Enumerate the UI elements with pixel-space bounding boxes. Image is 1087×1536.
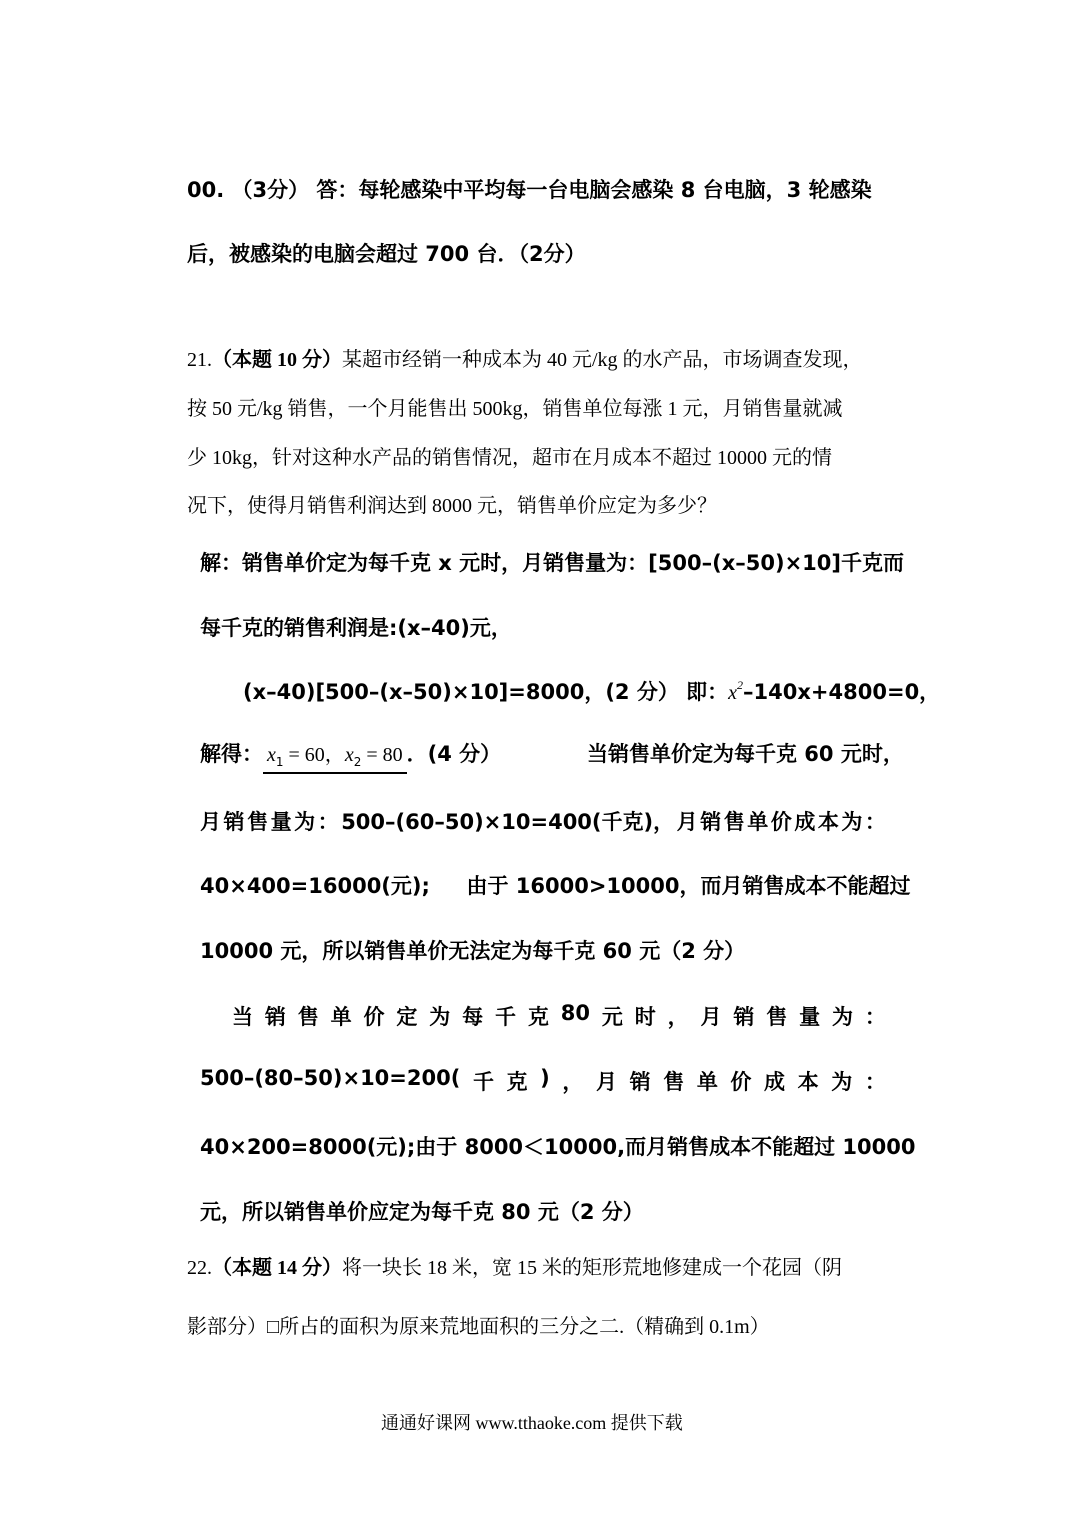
spaced-text-segment: 单 xyxy=(330,1005,352,1029)
spaced-text-segment: ： xyxy=(317,810,339,834)
q21-number: 21. xyxy=(187,349,212,371)
spaced-text-segment: 定 xyxy=(396,1005,418,1029)
solution-line-11: 元，所以销售单价应定为每千克 80 元（2 分） xyxy=(200,1200,644,1224)
spaced-text-segment: 单 xyxy=(696,1070,718,1094)
spaced-text-segment: 月 xyxy=(200,810,221,834)
spaced-text-segment: 千 xyxy=(472,1070,494,1094)
spaced-text-segment: 价 xyxy=(363,1005,385,1029)
spaced-text-segment: 为 xyxy=(841,810,863,834)
solution-line-4-right: 当销售单价定为每千克 60 元时， xyxy=(587,742,904,766)
spaced-text-segment: 月 xyxy=(700,1005,722,1029)
spaced-text-segment: 克 xyxy=(506,1070,528,1094)
spaced-text-segment: 克 xyxy=(527,1005,549,1029)
solution-line-8 xyxy=(232,1001,886,1031)
equation-exponent: 2 xyxy=(737,678,744,692)
spaced-text-segment: 元 xyxy=(601,1005,623,1029)
prev-answer-line-2: 后，被感染的电脑会超过 700 台．（2分） xyxy=(187,242,586,266)
spaced-text-segment: 销 xyxy=(733,1005,755,1029)
spaced-text-segment: ， xyxy=(562,1070,584,1094)
prev-answer-line-1: 00. （3分） 答：每轮感染中平均每一台电脑会感染 8 台电脑，3 轮感染 xyxy=(187,178,872,202)
spaced-text-segment: 每 xyxy=(462,1005,484,1029)
solve-prefix: 解得： xyxy=(200,742,263,766)
spaced-text-segment: 为 xyxy=(429,1005,451,1029)
solution-line-7: 10000 元，所以销售单价无法定为每千克 60 元（2 分） xyxy=(200,939,746,963)
solution-line-10: 40×200=8000(元);由于 8000＜10000,而月销售成本不能超过 10000 xyxy=(200,1135,916,1159)
spaced-text-segment: 千 xyxy=(495,1005,516,1029)
spaced-text-segment: ， xyxy=(667,1005,689,1029)
spaced-text-segment: ) xyxy=(540,1066,550,1090)
spaced-text-segment: 售 xyxy=(297,1005,319,1029)
spaced-text-segment: 销 xyxy=(264,1005,286,1029)
solution-line-9 xyxy=(200,1066,886,1096)
spaced-text-segment: 单 xyxy=(747,810,769,834)
spaced-text-segment: ： xyxy=(864,1070,886,1094)
q21-line-2: 按 50 元/kg 销售，一个月能售出 500kg，销售单位每涨 1 元，月销售量就减 xyxy=(187,398,843,420)
q21-score: （本题 10 分） xyxy=(212,349,342,371)
equation-variable: x xyxy=(728,682,738,704)
q22-text: 将一块长 18 米，宽 15 米的矩形荒地修建成一个花园（阴 xyxy=(342,1257,842,1279)
solution-line-4 xyxy=(200,738,501,774)
spaced-text-segment: 月 xyxy=(595,1070,617,1094)
spaced-text-segment: 月 xyxy=(676,810,698,834)
q21-line-4: 况下，使得月销售利润达到 8000 元，销售单价应定为多少？ xyxy=(187,495,717,517)
spaced-text-segment: 时 xyxy=(634,1005,656,1029)
spaced-text-segment: 售 xyxy=(766,1005,788,1029)
spaced-text-segment: 价 xyxy=(730,1070,752,1094)
spaced-text-segment: 当 xyxy=(232,1005,253,1029)
spaced-text-segment: 销 xyxy=(700,810,722,834)
spaced-text-segment: 价 xyxy=(770,810,792,834)
footer-credit: 通通好课网 www.tthaoke.com 提供下载 xyxy=(381,1413,683,1433)
solution-line-3 xyxy=(243,676,940,706)
equation-text: (x–40)[500–(x–50)×10]=8000，(2 分） 即： xyxy=(243,680,729,704)
roots-formula: $x_1 = 60$，$x_2 = 80$ xyxy=(263,738,407,774)
solution-line-1: 解：销售单价定为每千克 x 元时，月销售量为：[500–(x–50)×10]千克而 xyxy=(200,551,904,575)
equation-rest: –140x+4800=0， xyxy=(743,680,941,704)
q22-score: （本题 14 分） xyxy=(212,1257,342,1279)
spaced-text-segment: 为 xyxy=(294,810,316,834)
spaced-text-segment: 售 xyxy=(663,1070,685,1094)
spaced-text-segment: 80 xyxy=(560,1001,590,1025)
spaced-text-segment: 本 xyxy=(817,810,839,834)
spaced-text-segment: 量 xyxy=(799,1005,821,1029)
spaced-text-segment: ： xyxy=(864,1005,886,1029)
spaced-text-segment: ： xyxy=(864,810,886,834)
spaced-text-segment: 本 xyxy=(797,1070,819,1094)
solution-line-5 xyxy=(200,806,886,836)
q22-number: 22. xyxy=(187,1257,212,1279)
spaced-text-segment: 500–(60–50)×10=400(千克)， xyxy=(341,810,675,834)
solution-line-2: 每千克的销售利润是:(x–40)元， xyxy=(200,616,512,640)
q22-line-2: 影部分）□所占的面积为原来荒地面积的三分之二.（精确到 0.1m） xyxy=(187,1316,770,1338)
spaced-text-segment: 售 xyxy=(723,810,745,834)
solution-line-6: 40×400=16000(元); 由于 16000>10000，而月销售成本不能超过 xyxy=(200,874,911,898)
spaced-text-segment: 售 xyxy=(247,810,269,834)
spaced-text-segment: 销 xyxy=(629,1070,651,1094)
q22-line-1 xyxy=(187,1251,842,1280)
solve-score: ．(4 分） xyxy=(406,742,502,766)
q21-line-3: 少 10kg，针对这种水产品的销售情况，超市在月成本不超过 10000 元的情 xyxy=(187,447,832,469)
spaced-text-segment: 为 xyxy=(831,1005,853,1029)
spaced-text-segment: 量 xyxy=(270,810,292,834)
spaced-text-segment: 500–(80–50)×10=200( xyxy=(200,1066,461,1090)
spaced-text-segment: 成 xyxy=(764,1070,786,1094)
spaced-text-segment: 成 xyxy=(794,810,816,834)
q21-line-1 xyxy=(187,343,863,372)
q21-text: 某超市经销一种成本为 40 元/kg 的水产品，市场调查发现， xyxy=(342,349,863,371)
spaced-text-segment: 销 xyxy=(223,810,245,834)
spaced-text-segment: 为 xyxy=(831,1070,853,1094)
